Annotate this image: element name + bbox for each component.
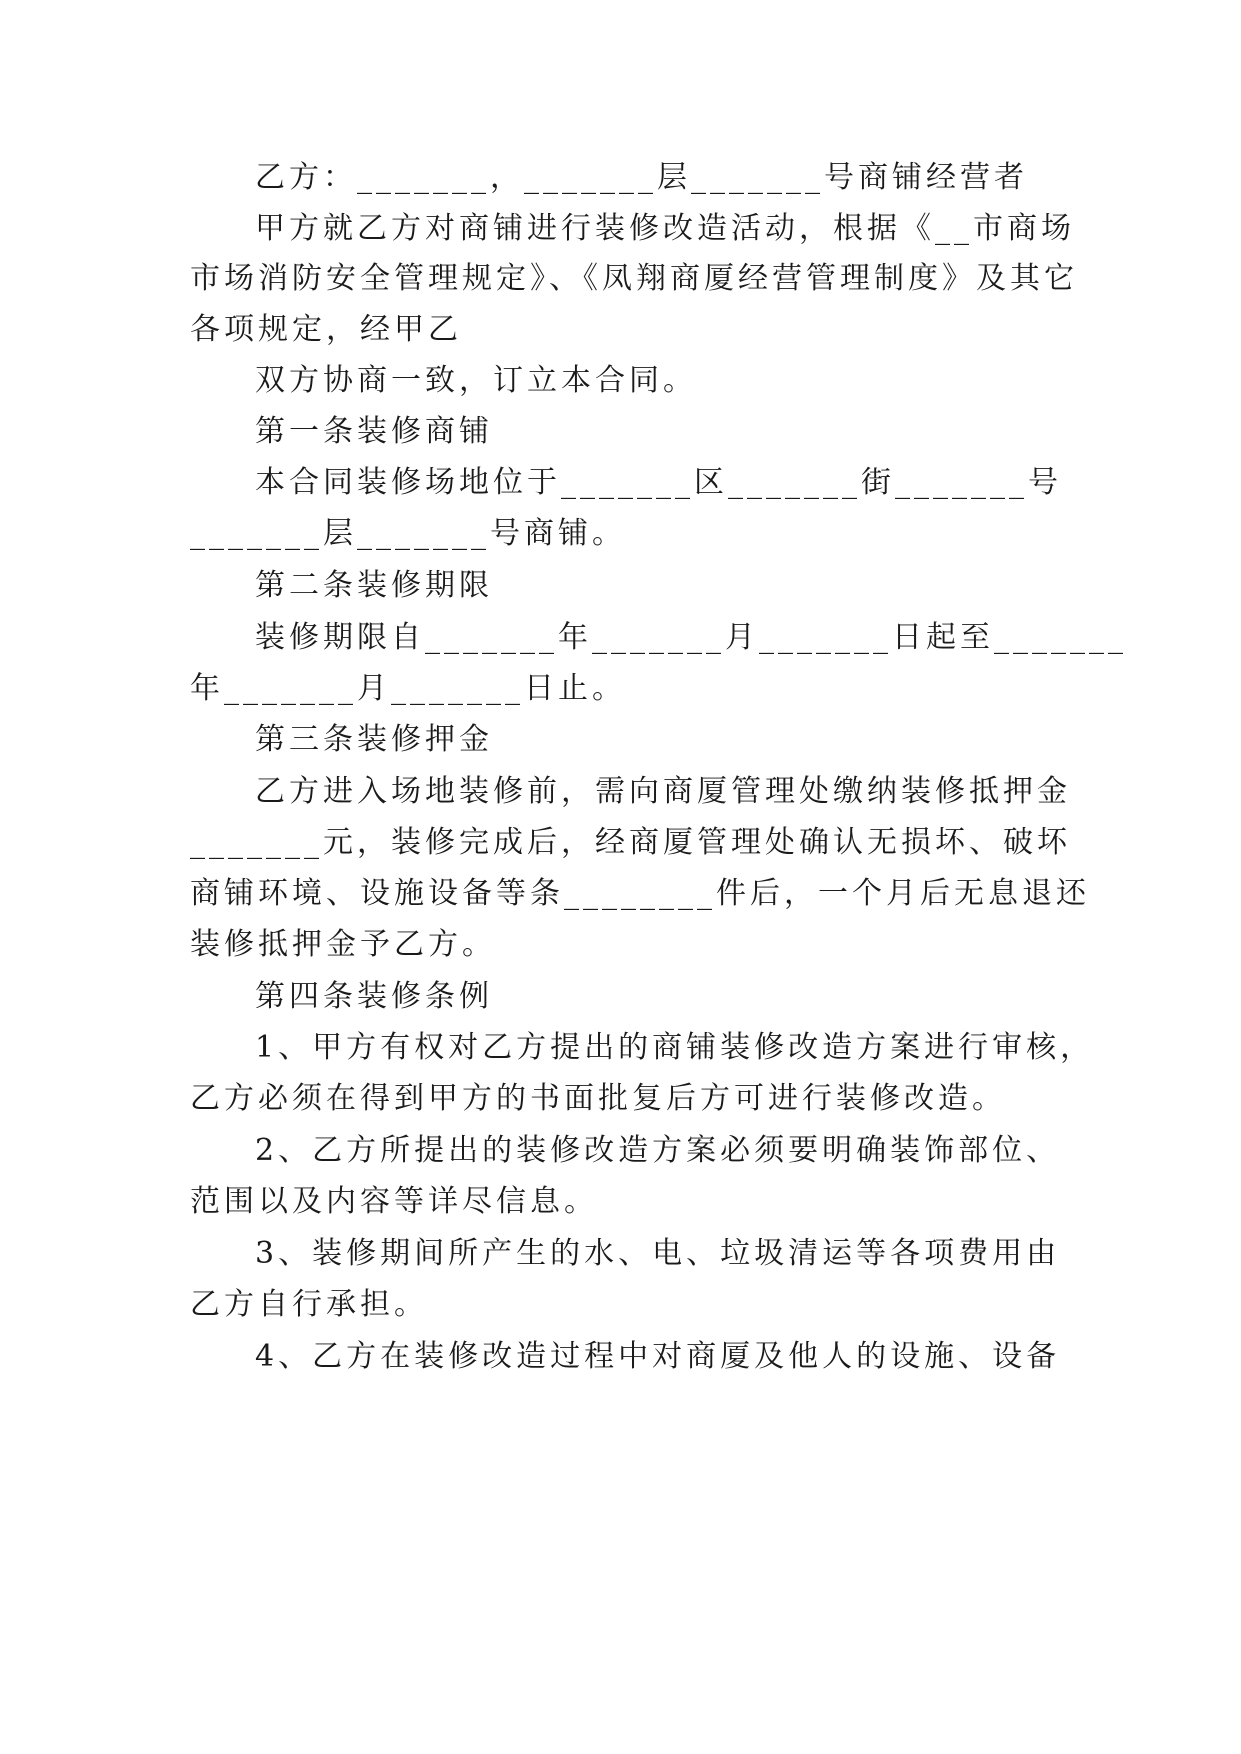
article-3-line-3: 商铺环境、设施设备等条________件后，一个月后无息退还 [190,876,1090,911]
article-3-line-4: 装修抵押金予乙方。 [190,927,496,962]
article-4-item-3-line-2: 乙方自行承担。 [190,1287,428,1322]
article-4-item-1-line-1: 1、甲方有权对乙方提出的商铺装修改造方案进行审核， [255,1030,1095,1065]
preamble-line-3: 各项规定，经甲乙 [190,312,462,347]
article-4-item-4-line-1: 4、乙方在装修改造过程中对商厦及他人的设施、设备 [255,1339,1061,1374]
preamble-line-1: 甲方就乙方对商铺进行装修改造活动，根据《__市商场 [255,211,1075,246]
preamble-line-4: 双方协商一致，订立本合同。 [255,363,697,398]
article-1-line-2: _______层_______号商铺。 [190,516,626,551]
article-4-item-3-line-1: 3、装修期间所产生的水、电、垃圾清运等各项费用由 [255,1236,1061,1271]
party-b-line: 乙方：_______，_______层_______号商铺经营者 [255,160,1028,195]
article-2-line-2: 年_______月_______日止。 [190,671,626,706]
article-2-heading: 第二条装修期限 [255,568,493,603]
article-4-item-2-line-2: 范围以及内容等详尽信息。 [190,1184,598,1219]
article-1-line-1: 本合同装修场地位于_______区_______街_______号 [255,465,1062,500]
article-4-item-2-line-1: 2、乙方所提出的装修改造方案必须要明确装饰部位、 [255,1133,1061,1168]
article-2-line-1: 装修期限自_______年_______月_______日起至_______ [255,620,1127,655]
article-3-line-2: _______元，装修完成后，经商厦管理处确认无损坏、破坏 [190,825,1071,860]
article-3-line-1: 乙方进入场地装修前，需向商厦管理处缴纳装修抵押金 [255,774,1071,809]
article-4-heading: 第四条装修条例 [255,979,493,1014]
article-4-item-1-line-2: 乙方必须在得到甲方的书面批复后方可进行装修改造。 [190,1081,1006,1116]
article-3-heading: 第三条装修押金 [255,722,493,757]
article-1-heading: 第一条装修商铺 [255,414,493,449]
preamble-line-2: 市场消防安全管理规定》、《凤翔商厦经营管理制度》及其它 [190,261,1078,296]
